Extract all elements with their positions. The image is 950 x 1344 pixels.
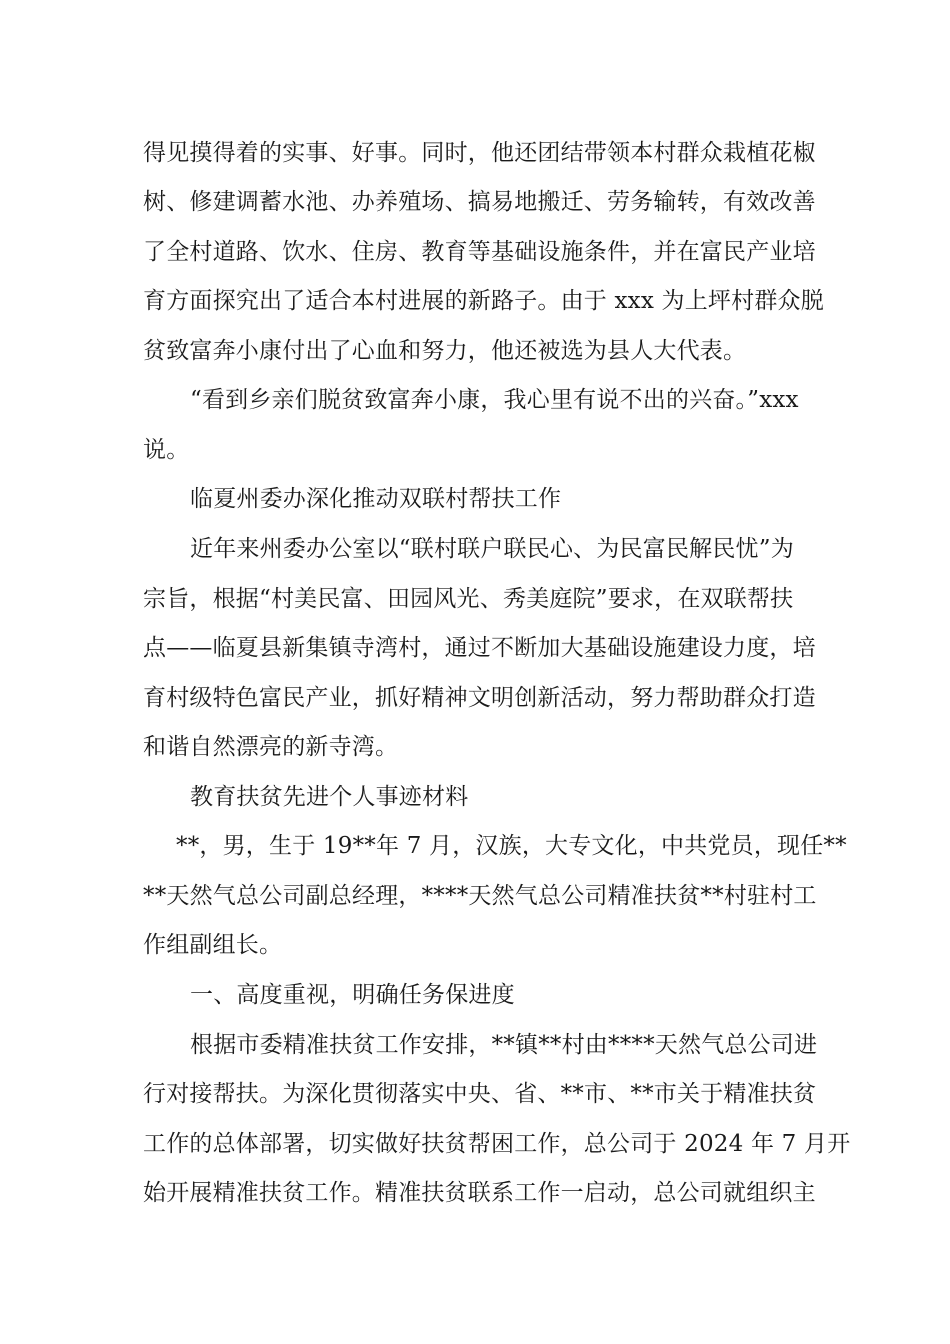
quote-line: “看到乡亲们脱贫致富奔小康，我心里有说不出的兴奋。”xxx [190,387,799,413]
paragraph-line: 工作的总体部署，切实做好扶贫帮困工作，总公司于 2024 年 7 月开 [143,1131,851,1157]
paragraph-line: 宗旨，根据“村美民富、田园风光、秀美庭院”要求，在双联帮扶 [143,586,794,612]
section-heading: 临夏州委办深化推动双联村帮扶工作 [190,486,562,512]
paragraph-line: 根据市委精准扶贫工作安排，**镇**村由****天然气总公司进 [190,1032,818,1058]
paragraph-line: **，男，生于 19**年 7 月，汉族，大专文化，中共党员，现任** [176,833,847,859]
paragraph-line: 育村级特色富民产业，抓好精神文明创新活动，努力帮助群众打造 [143,685,816,711]
paragraph-line: 始开展精准扶贫工作。精准扶贫联系工作一启动，总公司就组织主 [143,1180,816,1206]
section-heading: 一、高度重视，明确任务保进度 [190,982,515,1008]
paragraph-line: 点——临夏县新集镇寺湾村，通过不断加大基础设施建设力度，培 [143,635,816,661]
paragraph-line: **天然气总公司副总经理，****天然气总公司精准扶贫**村驻村工 [143,883,817,909]
paragraph-line: 近年来州委办公室以“联村联户联民心、为民富民解民忧”为 [190,536,794,562]
section-heading: 教育扶贫先进个人事迹材料 [190,784,469,810]
paragraph-line: 得见摸得着的实事、好事。同时，他还团结带领本村群众栽植花椒 [143,140,816,166]
paragraph-line: 育方面探究出了适合本村进展的新路子。由于 xxx 为上坪村群众脱 [143,288,824,314]
paragraph-line: 作组副组长。 [143,932,283,958]
paragraph-line: 贫致富奔小康付出了心血和努力，他还被选为县人大代表。 [143,338,747,364]
quote-line: 说。 [143,437,190,463]
paragraph-line: 了全村道路、饮水、住房、教育等基础设施条件，并在富民产业培 [143,239,816,265]
paragraph-line: 和谐自然漂亮的新寺湾。 [143,734,399,760]
paragraph-line: 行对接帮扶。为深化贯彻落实中央、省、**市、**市关于精准扶贫 [143,1081,817,1107]
paragraph-line: 树、修建调蓄水池、办养殖场、搞易地搬迁、劳务输转，有效改善 [143,189,816,215]
